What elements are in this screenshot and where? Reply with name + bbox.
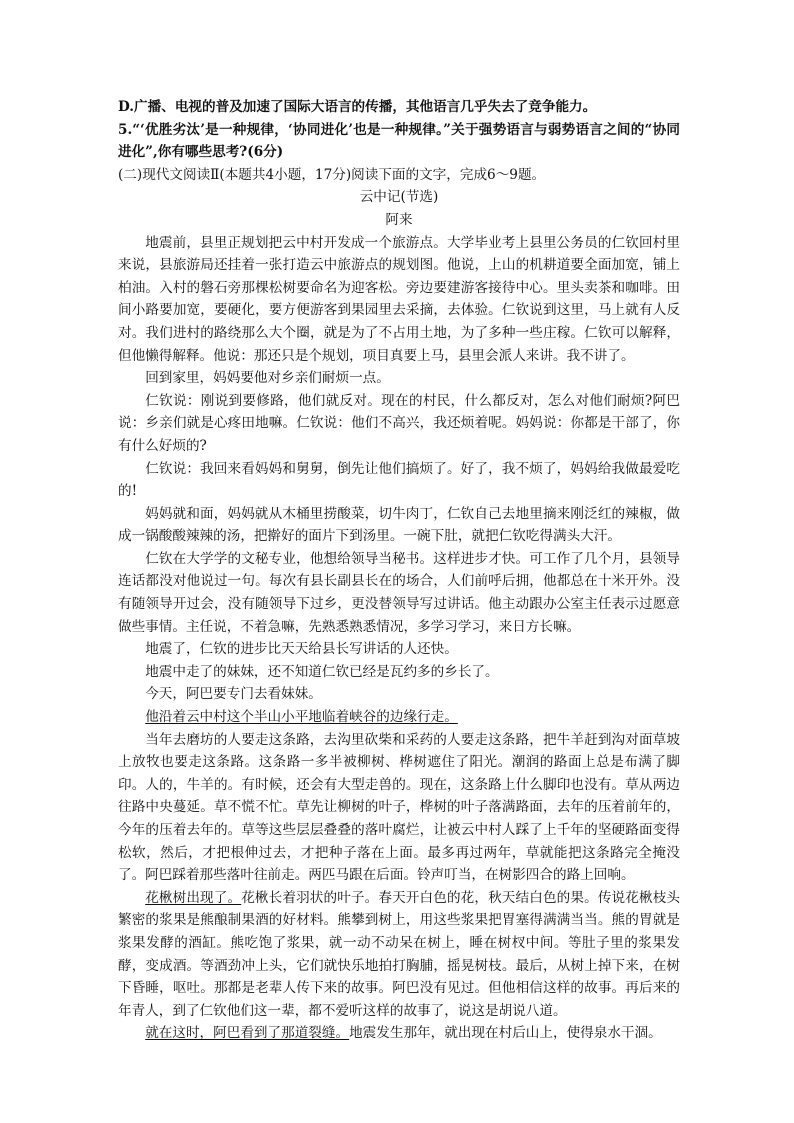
underlined-fragment-3: 就在这时，阿巴看到了那道裂缝。 bbox=[145, 1025, 350, 1042]
paragraph-3: 仁钦说：刚说到要修路，他们就反对。现在的村民，什么都反对，怎么对他们耐烦?阿巴说：乡亲们就是心疼田地嘛。仁钦说：他们不高兴，我还烦着呢。妈妈说：你都是干部了，你有什么好烦的? bbox=[118, 392, 680, 454]
paragraph-12-rest: 花楸长着羽状的叶子。春天开白色的花，秋天结白色的果。传说花楸枝头繁密的浆果是熊酿制果酒的好材料。熊攀到树上，用这些浆果把胃塞得满满当当。熊的胃就是浆果发酵的酒缸。熊吃饱了浆果，就一动不动呆在树上，睡在树杈中间。等肚子里的浆果发酵，变成酒。等酒劲冲上头，它们就快乐地拍打胸脯，摇晃树枝。最后，从树上掉下来，在树下昏睡，呕吐。那都是老辈人传下来的故事。阿巴没有见过。但他相信这样的故事。再后来的年青人，到了仁钦他们这一辈，都不爱听这样的故事了，说这是胡说八道。 bbox=[118, 889, 680, 1019]
article-author: 阿来 bbox=[385, 211, 413, 228]
document-page bbox=[118, 96, 680, 1045]
section-header: (二)现代文阅读Ⅱ(本题共4小题，17分)阅读下面的文字，完成6～9题。 bbox=[118, 166, 546, 183]
paragraph-9: 今天，阿巴要专门去看妹妹。 bbox=[145, 686, 322, 703]
paragraph-2: 回到家里，妈妈要他对乡亲们耐烦一点。 bbox=[145, 370, 390, 387]
paragraph-1: 地震前，县里正规划把云中村开发成一个旅游点。大学毕业考上县里公务员的仁钦回村里来说，县旅游局还挂着一张打造云中旅游点的规划图。他说，上山的机耕道要全面加宽，铺上柏油。入村的磐石旁那棵松树要命名为迎客松。旁边要建游客接待中心。里头卖茶和咖啡。田间小路要加宽，要硬化，要方便游客到果园里去采摘，去体验。仁钦说到这里，马上就有人反对。我们进村的路绕那么大个圈，就是为了不占用土地，为了多种一些庄稼。仁钦可以解释，但他懒得解释。他说：那还只是个规划，项目真要上马，县里会派人来讲。我不讲了。 bbox=[118, 234, 680, 364]
paragraph-13 bbox=[118, 1022, 680, 1045]
question-option-d: D.广播、电视的普及加速了国际大语言的传播，其他语言几乎失去了竞争能力。 bbox=[118, 99, 597, 115]
paragraph-10-underlined bbox=[118, 706, 680, 729]
paragraph-13-rest: 地震发生那年，就出现在村后山上，使得泉水干涸。 bbox=[349, 1025, 662, 1042]
paragraph-8: 地震中走了的妹妹，还不知道仁钦已经是瓦约多的乡长了。 bbox=[145, 663, 499, 680]
paragraph-12 bbox=[118, 887, 680, 1023]
article-title: 云中记(节选) bbox=[359, 189, 439, 206]
paragraph-4: 仁钦说：我回来看妈妈和舅舅，倒先让他们搞烦了。好了，我不烦了，妈妈给我做最爱吃的! bbox=[118, 460, 680, 500]
paragraph-11: 当年去磨坊的人要走这条路，去沟里砍柴和采药的人要走这条路，把牛羊赶到沟对面草坡上放牧也要走这条路。这条路一多半被柳树、桦树遮住了阳光。潮润的路面上总是布满了脚印。人的，牛羊的。有时候，还会有大型走兽的。现在，这条路上什么脚印也没有。草从两边往路中央蔓延。草不慌不忙。草先让柳树的叶子，桦树的叶子落满路面，去年的压着前年的，今年的压着去年的。草等这些层层叠叠的落叶腐烂，让被云中村人踩了上千年的坚硬路面变得松软，然后，才把根伸过去，才把种子落在上面。最多再过两年，草就能把这条路完全掩没了。阿巴踩着那些落叶往前走。两匹马跟在后面。铃声叮当，在树影四合的路上回响。 bbox=[118, 731, 680, 884]
paragraph-7: 地震了，仁钦的进步比天天给县长写讲话的人还快。 bbox=[145, 641, 458, 658]
underlined-fragment-2: 花楸树出现了。 bbox=[145, 889, 242, 906]
underlined-sentence-1: 他沿着云中村这个半山小平地临着峡谷的边缘行走。 bbox=[145, 709, 458, 726]
paragraph-5: 妈妈就和面，妈妈就从木桶里捞酸菜，切牛肉丁，仁钦自己去地里摘来刚泛红的辣椒，做成一锅酸酸辣辣的汤，把擀好的面片下到汤里。一碗下肚，就把仁钦吃得满头大汗。 bbox=[118, 505, 680, 545]
question-5: 5.“‘优胜劣汰’是一种规律，‘协同进化’也是一种规律。”关于强势语言与弱势语言之间的“协同进化”,你有哪些思考?(6分) bbox=[118, 121, 680, 161]
paragraph-6: 仁钦在大学学的文秘专业，他想给领导当秘书。这样进步才快。可工作了几个月，县领导连话都没对他说过一句。每次有县长副县长在的场合，人们前呼后拥，他都总在十米开外。没有随领导开过会，没有随领导下过乡，更没替领导写过讲话。他主动跟办公室主任表示过愿意做些事情。主任说，不着急嘛，先熟悉熟悉情况，多学习学习，来日方长嘛。 bbox=[118, 550, 680, 635]
